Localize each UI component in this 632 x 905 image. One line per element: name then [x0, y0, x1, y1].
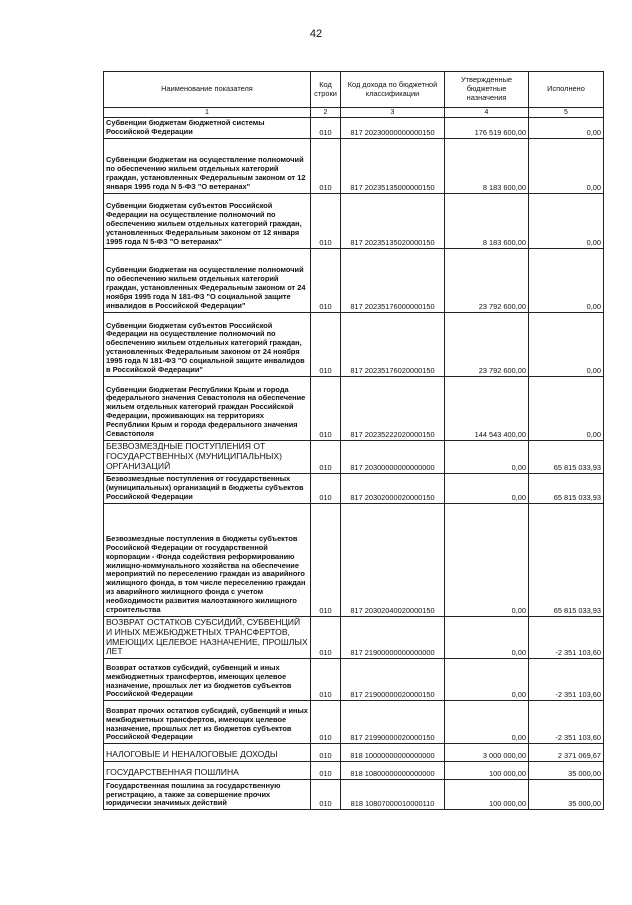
table-body: [104, 118, 604, 810]
row-income-code: 818 10807000010000110: [341, 780, 445, 810]
row-approved: 0,00: [445, 659, 529, 701]
table-row: [104, 440, 604, 473]
row-approved: 176 519 600,00: [445, 118, 529, 139]
row-executed: -2 351 103,60: [529, 701, 604, 744]
row-name: БЕЗВОЗМЕЗДНЫЕ ПОСТУПЛЕНИЯ ОТ ГОСУДАРСТВЕННЫХ (МУНИЦИПАЛЬНЫХ) ОРГАНИЗАЦИЙ: [104, 440, 311, 473]
row-executed: 0,00: [529, 193, 604, 248]
table-row: [104, 780, 604, 810]
row-name: Субвенции бюджетам Республики Крым и города федерального значения Севастополя на обеспечение жильем отдельных категорий граждан Российской Федерации, проживающих на территориях Республики Крым и города федерального значения Севастополя: [104, 376, 311, 440]
row-executed: 35 000,00: [529, 780, 604, 810]
row-executed: -2 351 103,60: [529, 659, 604, 701]
row-income-code: 817 20235135000000150: [341, 138, 445, 193]
page-number: 42: [309, 28, 323, 40]
row-line-code: 010: [311, 744, 341, 762]
header-row: [104, 72, 604, 108]
row-approved: 0,00: [445, 440, 529, 473]
row-executed: 0,00: [529, 138, 604, 193]
row-approved: 0,00: [445, 616, 529, 659]
row-line-code: 010: [311, 138, 341, 193]
row-income-code: 817 20235222020000150: [341, 376, 445, 440]
table-row: [104, 744, 604, 762]
row-income-code: 817 21900000020000150: [341, 659, 445, 701]
row-income-code: 817 20302000020000150: [341, 473, 445, 503]
row-line-code: 010: [311, 762, 341, 780]
row-name: Субвенции бюджетам субъектов Российской Федерации на осуществление полномочий по обеспечению жильем отдельных категорий граждан, установленных Федеральным законом от 24 ноября 1995 года N 181-ФЗ "О социальной защите инвалидов в Российской Федерации": [104, 312, 311, 376]
row-approved: 8 183 600,00: [445, 193, 529, 248]
table-row: [104, 659, 604, 701]
row-executed: 35 000,00: [529, 762, 604, 780]
table-row: [104, 118, 604, 139]
column-number: 3: [341, 108, 445, 118]
row-name: Субвенции бюджетам на осуществление полномочий по обеспечению жильем отдельных категорий граждан, установленных Федеральным законом от 24 ноября 1995 года N 181-ФЗ "О социальной защите инвалидов в Российской Федерации": [104, 248, 311, 312]
row-executed: 0,00: [529, 248, 604, 312]
column-number: 2: [311, 108, 341, 118]
row-name: Субвенции бюджетам субъектов Российской Федерации на осуществление полномочий по обеспечению жильем отдельных категорий граждан, установленных Федеральным законом от 12 января 1995 года N 5-ФЗ "О ветеранах": [104, 193, 311, 248]
row-name: ВОЗВРАТ ОСТАТКОВ СУБСИДИЙ, СУБВЕНЦИЙ И ИНЫХ МЕЖБЮДЖЕТНЫХ ТРАНСФЕРТОВ, ИМЕЮЩИХ ЦЕЛЕВОЕ НАЗНАЧЕНИЕ, ПРОШЛЫХ ЛЕТ: [104, 616, 311, 659]
row-executed: 0,00: [529, 312, 604, 376]
row-line-code: 010: [311, 473, 341, 503]
row-income-code: 817 21900000000000000: [341, 616, 445, 659]
row-executed: -2 351 103,60: [529, 616, 604, 659]
column-number: 4: [445, 108, 529, 118]
row-approved: 0,00: [445, 701, 529, 744]
row-executed: 0,00: [529, 376, 604, 440]
row-line-code: 010: [311, 616, 341, 659]
row-line-code: 010: [311, 503, 341, 616]
row-approved: 144 543 400,00: [445, 376, 529, 440]
table-row: [104, 701, 604, 744]
column-number-row: [104, 108, 604, 118]
row-line-code: 010: [311, 312, 341, 376]
row-approved: 3 000 000,00: [445, 744, 529, 762]
column-number: 5: [529, 108, 604, 118]
table-row: [104, 376, 604, 440]
table-row: [104, 616, 604, 659]
row-executed: 2 371 069,67: [529, 744, 604, 762]
row-income-code: 817 21990000020000150: [341, 701, 445, 744]
table-row: [104, 312, 604, 376]
row-name: Государственная пошлина за государственную регистрацию, а также за совершение прочих юридически значимых действий: [104, 780, 311, 810]
table-row: [104, 762, 604, 780]
row-name: ГОСУДАРСТВЕННАЯ ПОШЛИНА: [104, 762, 311, 780]
header-executed: Исполнено: [529, 72, 604, 108]
row-name: Безвозмездные поступления от государственных (муниципальных) организаций в бюджеты субъектов Российской Федерации: [104, 473, 311, 503]
row-name: Субвенции бюджетам бюджетной системы Российской Федерации: [104, 118, 311, 139]
row-approved: 100 000,00: [445, 762, 529, 780]
table-row: [104, 193, 604, 248]
row-line-code: 010: [311, 118, 341, 139]
row-approved: 23 792 600,00: [445, 248, 529, 312]
header-indicator-name: Наименование показателя: [104, 72, 311, 108]
row-income-code: 817 20302040020000150: [341, 503, 445, 616]
row-name: Субвенции бюджетам на осуществление полномочий по обеспечению жильем отдельных категорий граждан, установленных Федеральным законом от 12 января 1995 года N 5-ФЗ "О ветеранах": [104, 138, 311, 193]
row-name: Безвозмездные поступления в бюджеты субъектов Российской Федерации от государственной корпорации - Фонда содействия реформированию жилищно-коммунального хозяйства на обеспечение мероприятий по переселению граждан из аварийного жилищного фонда, в том числе переселению граждан из аварийного жилищного фонда с учетом необходимости развития малоэтажного жилищного строительства: [104, 503, 311, 616]
row-line-code: 010: [311, 440, 341, 473]
row-approved: 0,00: [445, 503, 529, 616]
table-row: [104, 473, 604, 503]
row-line-code: 010: [311, 701, 341, 744]
row-name: Возврат остатков субсидий, субвенций и иных межбюджетных трансфертов, имеющих целевое назначение, прошлых лет из бюджетов субъектов Российской Федерации: [104, 659, 311, 701]
table-row: [104, 503, 604, 616]
row-name: Возврат прочих остатков субсидий, субвенций и иных межбюджетных трансфертов, имеющих целевое назначение, прошлых лет из бюджетов субъектов Российской Федерации: [104, 701, 311, 744]
row-income-code: 817 20230000000000150: [341, 118, 445, 139]
row-line-code: 010: [311, 659, 341, 701]
row-name: НАЛОГОВЫЕ И НЕНАЛОГОВЫЕ ДОХОДЫ: [104, 744, 311, 762]
header-approved: Утвержденные бюджетные назначения: [445, 72, 529, 108]
row-line-code: 010: [311, 376, 341, 440]
row-income-code: 818 10800000000000000: [341, 762, 445, 780]
budget-report-table: [103, 71, 604, 810]
table-row: [104, 248, 604, 312]
table-row: [104, 138, 604, 193]
row-approved: 23 792 600,00: [445, 312, 529, 376]
row-executed: 0,00: [529, 118, 604, 139]
row-approved: 0,00: [445, 473, 529, 503]
row-line-code: 010: [311, 248, 341, 312]
header-line-code: Код строки: [311, 72, 341, 108]
row-income-code: 818 10000000000000000: [341, 744, 445, 762]
row-approved: 100 000,00: [445, 780, 529, 810]
row-income-code: 817 20235135020000150: [341, 193, 445, 248]
row-income-code: 817 20235176020000150: [341, 312, 445, 376]
row-executed: 65 815 033,93: [529, 503, 604, 616]
column-number: 1: [104, 108, 311, 118]
row-income-code: 817 20235176000000150: [341, 248, 445, 312]
row-line-code: 010: [311, 780, 341, 810]
row-income-code: 817 20300000000000000: [341, 440, 445, 473]
row-approved: 8 183 600,00: [445, 138, 529, 193]
row-line-code: 010: [311, 193, 341, 248]
row-executed: 65 815 033,93: [529, 473, 604, 503]
row-executed: 65 815 033,93: [529, 440, 604, 473]
header-income-code: Код дохода по бюджетной классификации: [341, 72, 445, 108]
